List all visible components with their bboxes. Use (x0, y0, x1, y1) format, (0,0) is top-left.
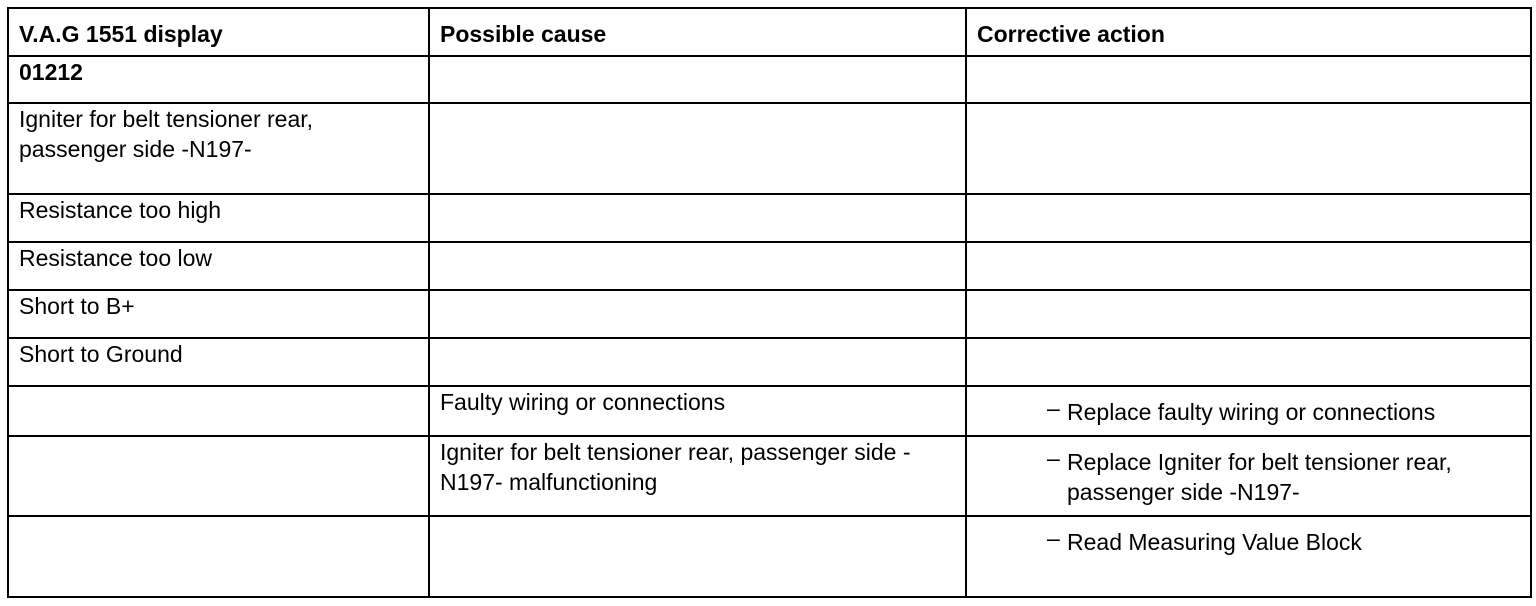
table-row (8, 516, 1531, 597)
action-item (977, 437, 1520, 507)
empty-cell (429, 194, 966, 242)
cause-text: Faulty wiring or connections (429, 386, 966, 436)
action-cell (966, 516, 1531, 597)
table-row (8, 242, 1531, 290)
empty-cell (429, 290, 966, 338)
display-text: Short to B+ (8, 290, 429, 338)
bullet-dash: – (1047, 445, 1060, 471)
empty-cell (8, 516, 429, 597)
action-cell (966, 436, 1531, 516)
empty-cell (966, 290, 1531, 338)
cause-text: Igniter for belt tensioner rear, passenger side -N197- malfunctioning (429, 436, 966, 516)
empty-cell (966, 194, 1531, 242)
diagnostic-table (7, 7, 1532, 598)
display-text: Resistance too low (8, 242, 429, 290)
empty-cell (429, 56, 966, 103)
header-display: V.A.G 1551 display (8, 8, 429, 56)
empty-cell (966, 56, 1531, 103)
empty-cell (966, 338, 1531, 386)
empty-cell (429, 103, 966, 194)
action-text: Replace Igniter for belt tensioner rear, passenger side -N197- (1067, 449, 1452, 505)
empty-cell (8, 386, 429, 436)
empty-cell (429, 516, 966, 597)
table-row (8, 436, 1531, 516)
table-row (8, 338, 1531, 386)
empty-cell (429, 338, 966, 386)
display-text: Resistance too high (8, 194, 429, 242)
action-text: Replace faulty wiring or connections (1067, 399, 1436, 425)
table-row (8, 56, 1531, 103)
action-cell (966, 386, 1531, 436)
fault-code: 01212 (8, 56, 429, 103)
action-item (977, 387, 1520, 427)
action-item (977, 517, 1520, 557)
empty-cell (429, 242, 966, 290)
display-text: Short to Ground (8, 338, 429, 386)
empty-cell (8, 436, 429, 516)
bullet-dash: – (1047, 525, 1060, 551)
table-row (8, 103, 1531, 194)
table-row (8, 290, 1531, 338)
action-text: Read Measuring Value Block (1067, 529, 1362, 555)
display-text: Igniter for belt tensioner rear, passenger side -N197- (8, 103, 429, 194)
bullet-dash: – (1047, 395, 1060, 421)
header-possible-cause: Possible cause (429, 8, 966, 56)
table-header-row (8, 8, 1531, 56)
table-row (8, 194, 1531, 242)
empty-cell (966, 103, 1531, 194)
header-corrective-action: Corrective action (966, 8, 1531, 56)
table-row (8, 386, 1531, 436)
empty-cell (966, 242, 1531, 290)
